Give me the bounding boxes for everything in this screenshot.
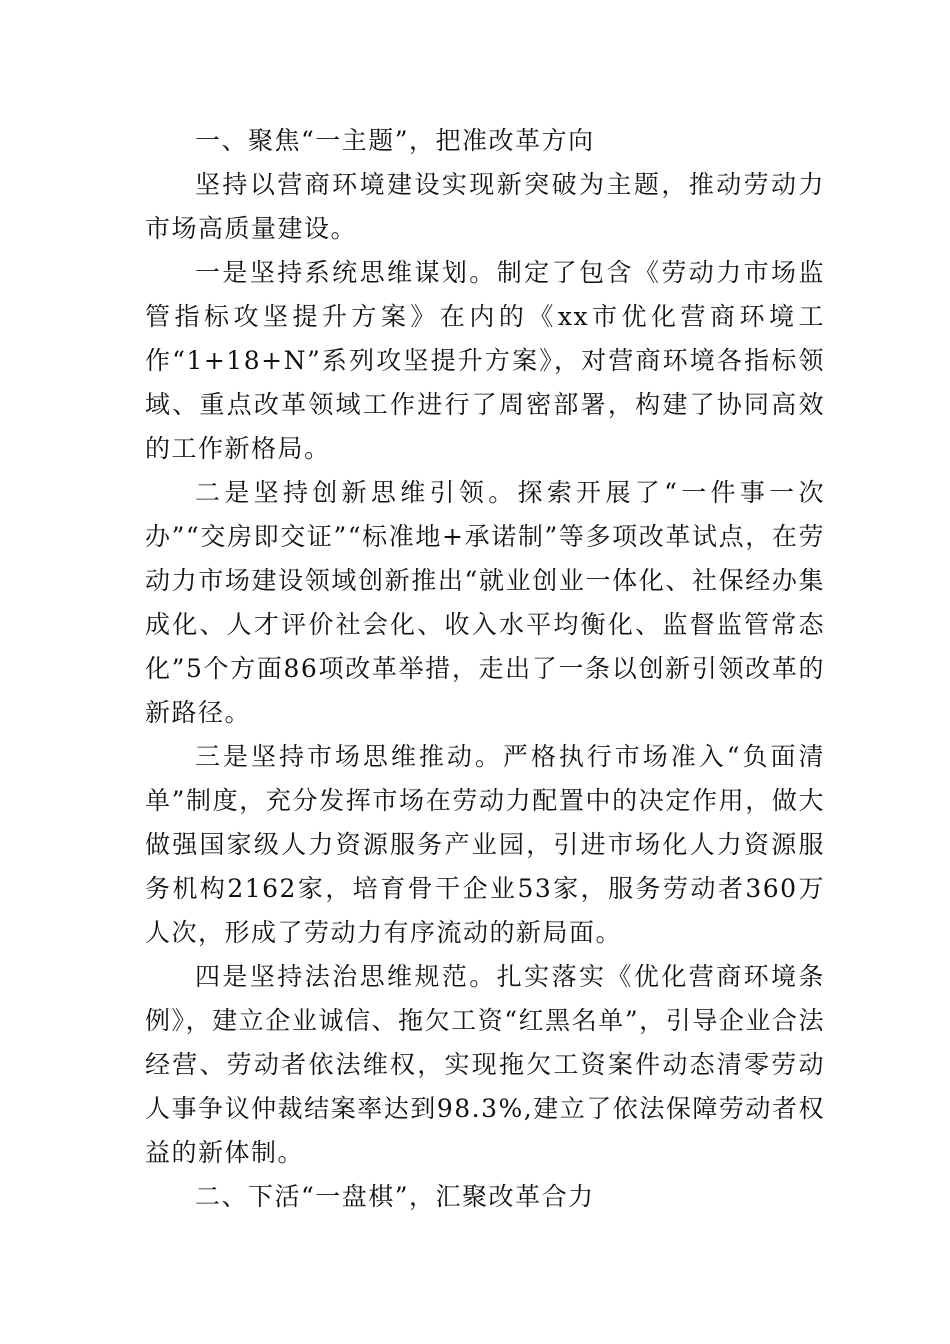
paragraph-4: 三是坚持市场思维推动。严格执行市场准入“负面清单”制度，充分发挥市场在劳动力配置中的决定作用，做大做强国家级人力资源服务产业园，引进市场化人力资源服务机构2162家，培育骨干企业53家，服务劳动者360万人次，形成了劳动力有序流动的新局面。 — [145, 742, 825, 947]
paragraph-3: 二是坚持创新思维引领。探索开展了“一件事一次办”“交房即交证”“标准地+承诺制”等多项改革试点，在劳动力市场建设领域创新推出“就业创业一体化、社保经办集成化、人才评价社会化、收入水平均衡化、监督监管常态化”5个方面86项改革举措，走出了一条以创新引领改革的新路径。 — [145, 478, 825, 727]
document-body — [145, 119, 825, 1219]
section-heading-2: 二、下活“一盘棋”，汇聚改革合力 — [195, 1182, 595, 1211]
paragraph-1: 坚持以营商环境建设实现新突破为主题，推动劳动力市场高质量建设。 — [145, 170, 825, 243]
paragraph-2: 一是坚持系统思维谋划。制定了包含《劳动力市场监管指标攻坚提升方案》在内的《xx市优化营商环境工作“1+18+N”系列攻坚提升方案》，对营商环境各指标领域、重点改革领域工作进行了周密部署，构建了协同高效的工作新格局。 — [145, 258, 825, 463]
section-heading-1: 一、聚焦“一主题”，把准改革方向 — [195, 126, 595, 155]
paragraph-5: 四是坚持法治思维规范。扎实落实《优化营商环境条例》，建立企业诚信、拖欠工资“红黑名单”，引导企业合法经营、劳动者依法维权，实现拖欠工资案件动态清零劳动人事争议仲裁结案率达到98.3%,建立了依法保障劳动者权益的新体制。 — [145, 962, 825, 1167]
